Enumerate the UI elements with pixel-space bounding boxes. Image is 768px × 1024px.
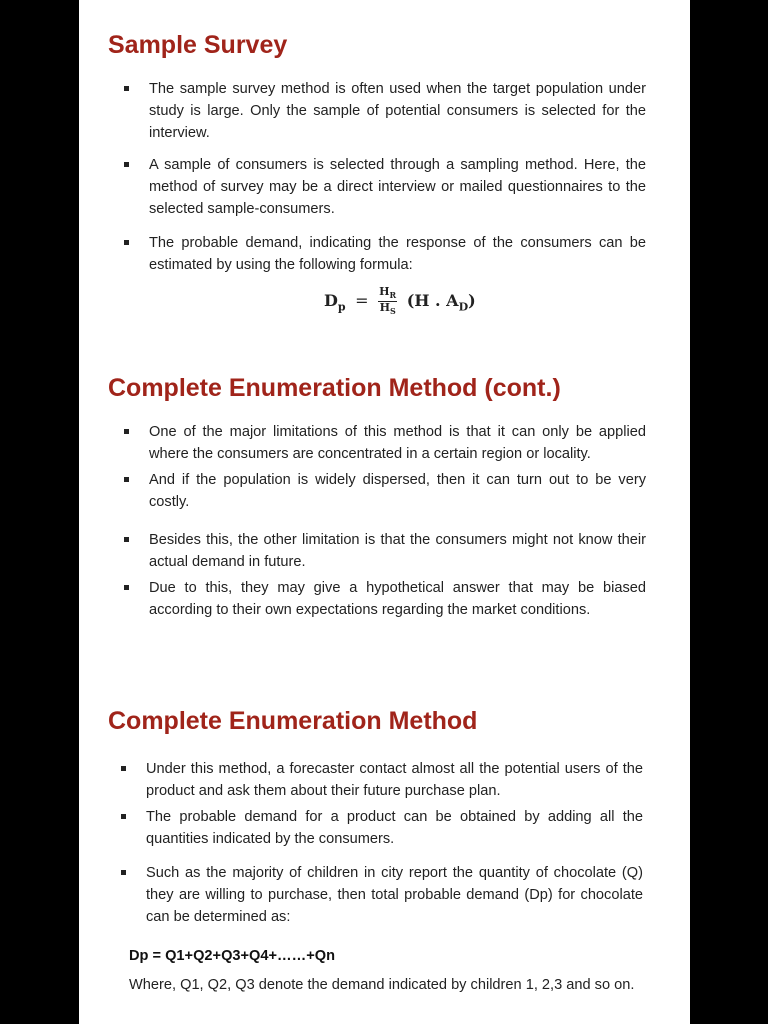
bullet-square-icon [124, 86, 129, 91]
list-item: And if the population is widely dispersed, then it can turn out to be very costly. [149, 469, 646, 513]
list-item: Such as the majority of children in city report the quantity of chocolate (Q) they are willing to purchase, then total probable demand (Dp) for chocolate can be determined as: [146, 862, 643, 928]
slide-heading: Complete Enumeration Method (cont.) [108, 374, 561, 402]
bullet-square-icon [124, 162, 129, 167]
enumeration-equation: Dp = Q1+Q2+Q3+Q4+……+Qn [129, 948, 336, 964]
list-item: The probable demand, indicating the response of the consumers can be estimated by using the following formula: [149, 232, 646, 276]
bullet-square-icon [124, 477, 129, 482]
list-item: A sample of consumers is selected through a sampling method. Here, the method of survey may be a direct interview or mailed questionnaires to the selected sample-consumers. [149, 154, 646, 220]
bullet-square-icon [124, 537, 129, 542]
bullet-square-icon [121, 766, 126, 771]
bullet-square-icon [124, 585, 129, 590]
bullet-square-icon [124, 240, 129, 245]
slide-heading: Sample Survey [108, 31, 288, 59]
bullet-square-icon [124, 429, 129, 434]
bullet-list [149, 421, 646, 621]
list-item: One of the major limitations of this method is that it can only be applied where the consumers are concentrated in a certain region or locality. [149, 421, 646, 465]
slide-heading: Complete Enumeration Method [108, 707, 478, 735]
list-item: Due to this, they may give a hypothetical answer that may be biased according to their own expectations regarding the market conditions. [149, 577, 646, 621]
bullet-square-icon [121, 814, 126, 819]
formula-fraction: $\frac{H_R}{H_S}$ [379, 285, 397, 317]
bullet-square-icon [121, 870, 126, 875]
document-page [79, 0, 690, 1024]
bullet-list [146, 758, 643, 928]
list-item: The sample survey method is often used when the target population under study is large. Only the sample of potential consumers is selected for the interview. [149, 78, 646, 144]
list-item: Besides this, the other limitation is that the consumers might not know their actual demand in future. [149, 529, 646, 573]
equation-note: Where, Q1, Q2, Q3 denote the demand indicated by children 1, 2,3 and so on. [129, 977, 635, 993]
bullet-list [149, 78, 646, 276]
list-item: The probable demand for a product can be obtained by adding all the quantities indicated by the consumers. [146, 806, 643, 850]
demand-formula: $D_p$ = $\frac{H_R}{H_S}$ (H . $A_D$) [324, 285, 476, 317]
list-item: Under this method, a forecaster contact almost all the potential users of the product and ask them about their future purchase plan. [146, 758, 643, 802]
